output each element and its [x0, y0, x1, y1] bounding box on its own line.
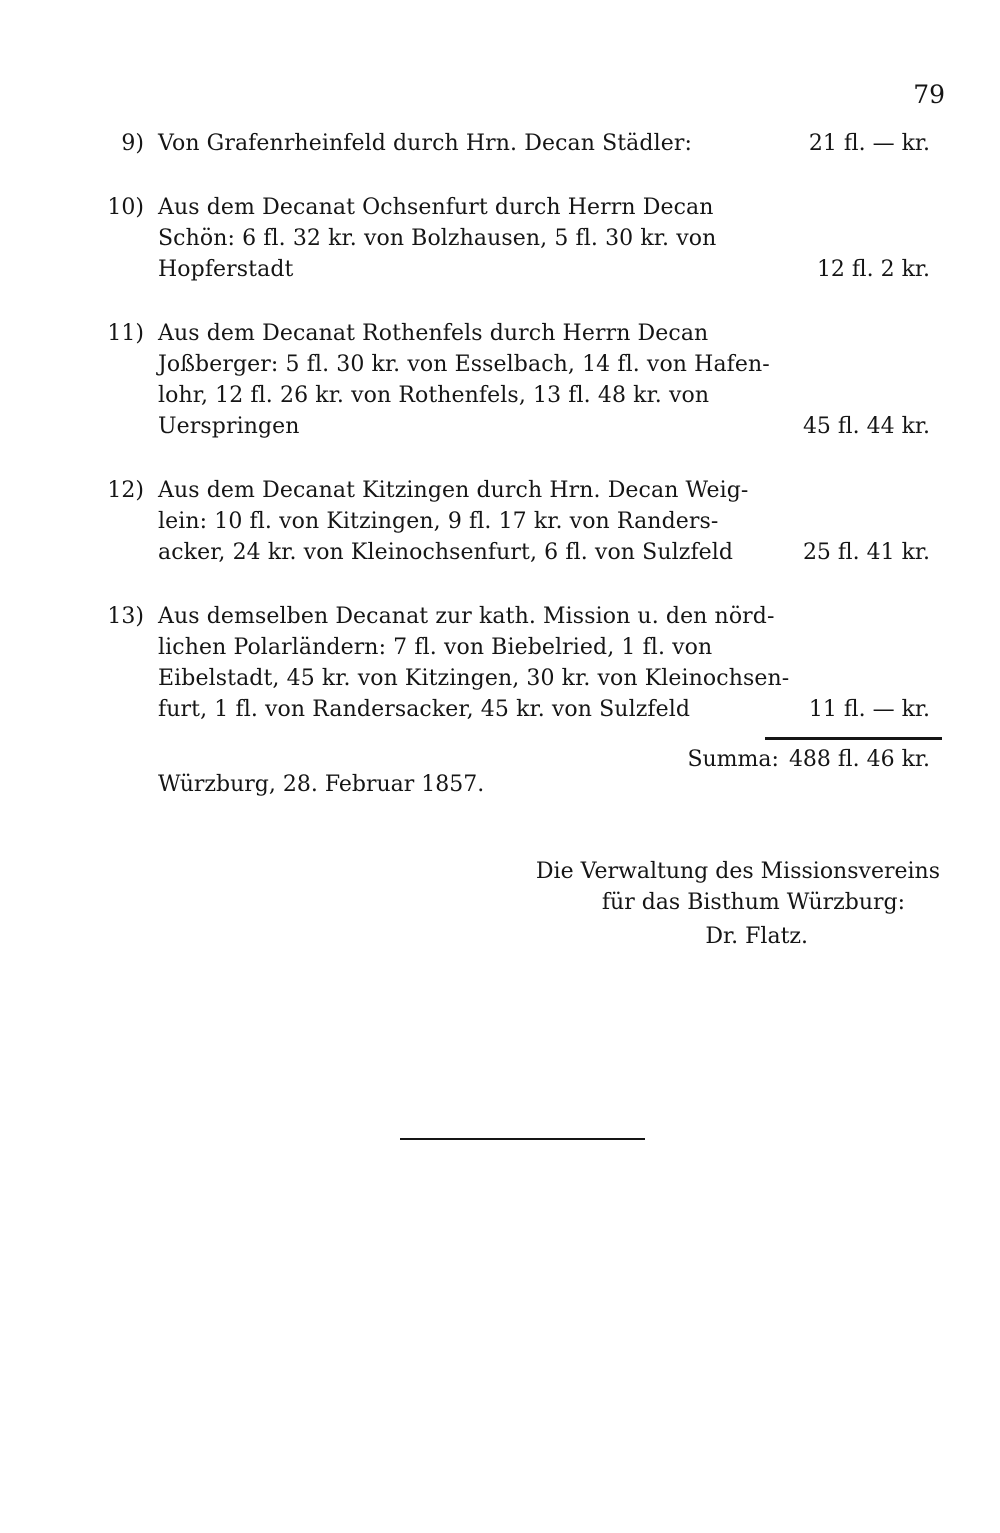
entry-text [158, 318, 770, 442]
signature-name: Dr. Flatz. [705, 924, 808, 949]
donation-entry [0, 318, 1000, 442]
entry-line: Joßberger: 5 fl. 30 kr. von Esselbach, 14 fl. von Hafen- [158, 352, 770, 377]
signature-line-2: für das Bisthum Würzburg: [601, 890, 905, 915]
entry-line: acker, 24 kr. von Kleinochsenfurt, 6 fl. von Sulzfeld [158, 540, 734, 565]
entry-line: lohr, 12 fl. 26 kr. von Rothenfels, 13 fl. 48 kr. von [158, 383, 710, 408]
sum-row [600, 744, 930, 775]
entry-line: Aus dem Decanat Kitzingen durch Hrn. Decan Weig- [158, 478, 749, 503]
entry-line: lichen Polarländern: 7 fl. von Biebelried, 1 fl. von [158, 635, 713, 660]
entry-line: lein: 10 fl. von Kitzingen, 9 fl. 17 kr. von Randers- [158, 509, 719, 534]
donation-list [0, 128, 1000, 758]
entry-line: furt, 1 fl. von Randersacker, 45 kr. von Sulzfeld [158, 697, 691, 722]
entry-line: Uerspringen [158, 414, 300, 439]
entry-number: 13) [107, 604, 144, 629]
entry-amount: 45 fl. 44 kr. [802, 414, 930, 439]
entry-amount: 11 fl. — kr. [808, 697, 930, 722]
end-rule [400, 1138, 645, 1140]
entry-number: 12) [107, 478, 144, 503]
sum-rule [765, 737, 942, 740]
entry-text [158, 475, 749, 568]
entry-line: Schön: 6 fl. 32 kr. von Bolzhausen, 5 fl. 30 kr. von [158, 226, 717, 251]
sum-label: Summa: [687, 747, 779, 772]
entry-line: Aus dem Decanat Rothenfels durch Herrn Decan [158, 321, 709, 346]
entry-line: Aus dem Decanat Ochsenfurt durch Herrn Decan [158, 195, 714, 220]
dateline: Würzburg, 28. Februar 1857. [158, 772, 485, 797]
entry-number: 9) [121, 131, 144, 156]
entry-line: Aus demselben Decanat zur kath. Mission u. den nörd- [158, 604, 775, 629]
donation-entry [0, 601, 1000, 725]
entry-amount: 12 fl. 2 kr. [816, 257, 930, 282]
entry-line: Eibelstadt, 45 kr. von Kitzingen, 30 kr. von Kleinochsen- [158, 666, 790, 691]
entry-text [158, 128, 743, 159]
sum-amount: 488 fl. 46 kr. [788, 747, 930, 772]
signature-block [520, 856, 940, 952]
signature-line-1: Die Verwaltung des Missionsvereins [535, 859, 940, 884]
entry-line: Hopferstadt [158, 257, 294, 282]
donation-entry [0, 192, 1000, 285]
entry-line: Von Grafenrheinfeld durch Hrn. Decan Städler: [158, 131, 692, 156]
entry-text [158, 192, 743, 285]
entry-number: 11) [107, 321, 144, 346]
entry-amount: 21 fl. — kr. [808, 131, 930, 156]
entry-amount: 25 fl. 41 kr. [802, 540, 930, 565]
donation-entry [0, 475, 1000, 568]
entry-number: 10) [107, 195, 144, 220]
entry-text [158, 601, 790, 725]
donation-entry [0, 128, 1000, 159]
page-number: 79 [913, 80, 945, 109]
